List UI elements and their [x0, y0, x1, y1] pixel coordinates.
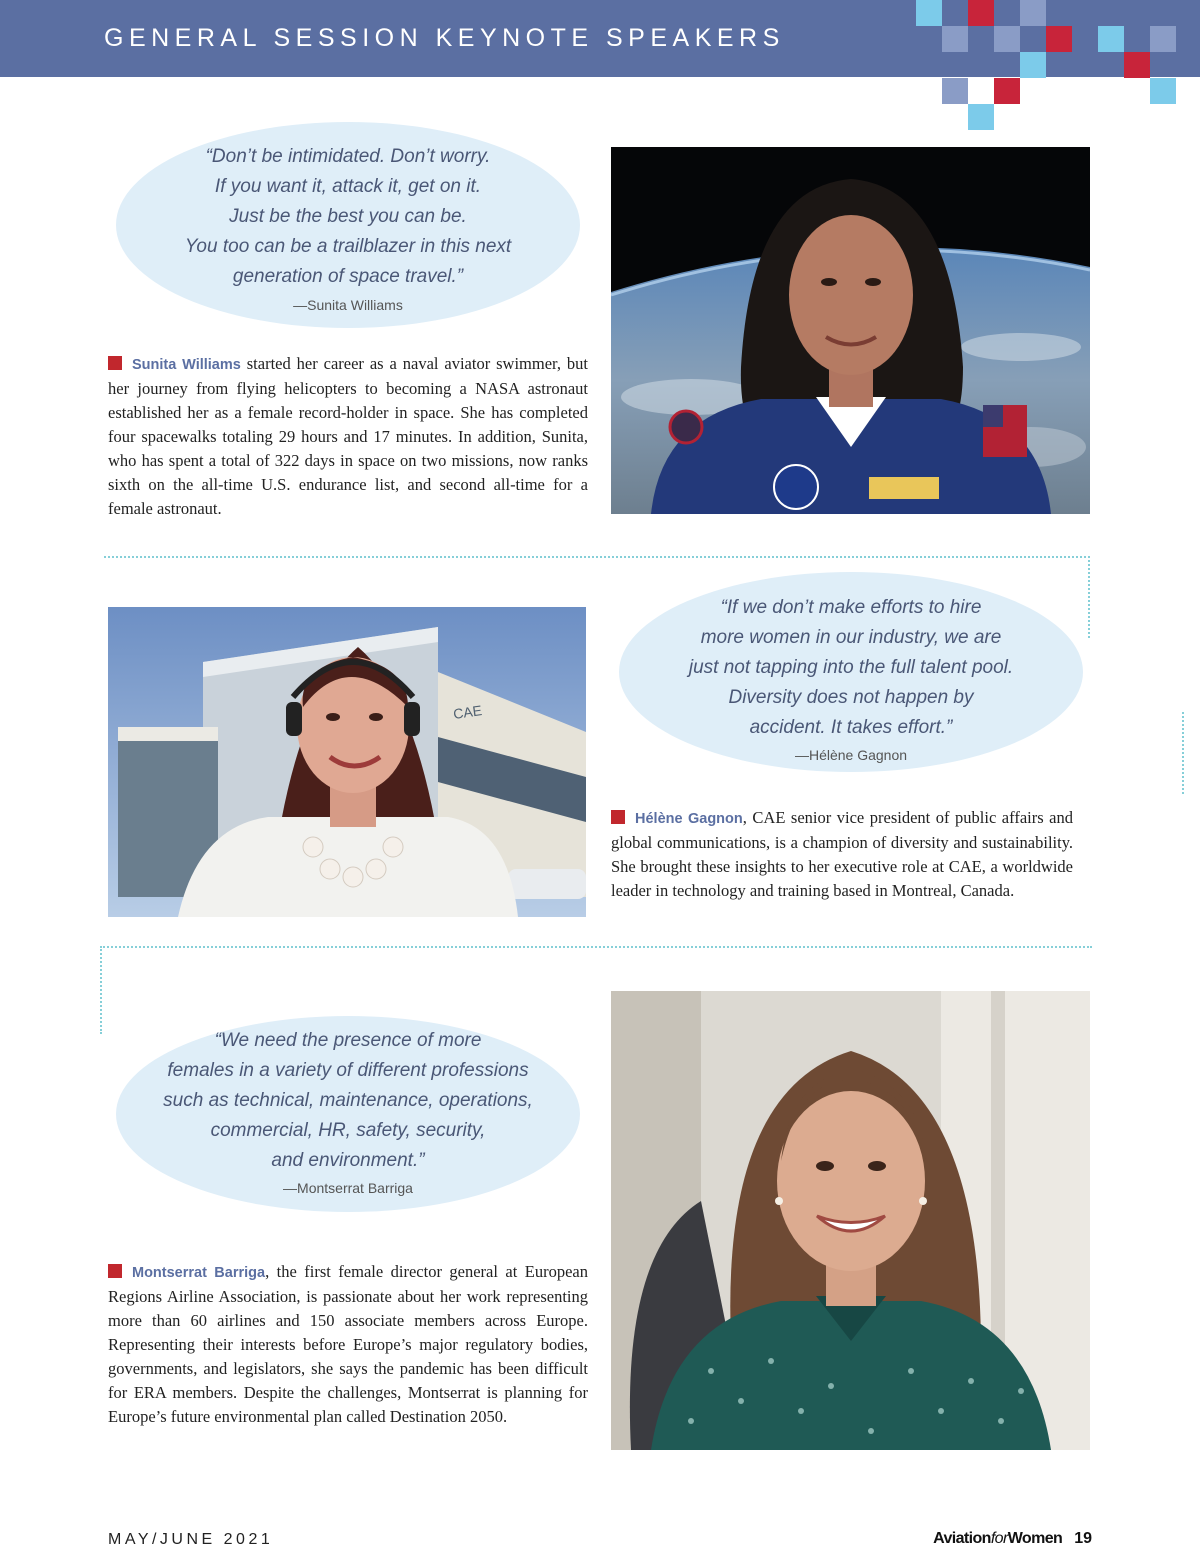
page-number: 19	[1074, 1530, 1092, 1547]
quote-line: just not tapping into the full talent pool.	[688, 657, 1014, 678]
quote-line: generation of space travel.”	[232, 266, 464, 287]
quote-line: If you want it, attack it, get on it.	[214, 176, 482, 197]
quote-line: Just be the best you can be.	[229, 206, 467, 227]
bio-text: , the first female director general at European Regions Airline Association, is passionate about her work representing more than 60 airlines and 150 associate members across Europe. Representing their interests before Europe’s major regulatory bodies, governments, and legislators, she says the pandemic has been difficult for ERA members. Despite the challenges, Montserrat is planning for Europe’s future environmental plan called Destination 2050.	[108, 1262, 588, 1426]
section-divider	[100, 946, 1092, 948]
quote-line: commercial, HR, safety, security,	[210, 1120, 486, 1141]
quote-line: females in a variety of different professions	[167, 1060, 529, 1081]
decor-square	[968, 0, 994, 26]
decor-square	[968, 104, 994, 130]
decor-square	[942, 78, 968, 104]
speaker-name: Sunita Williams	[132, 357, 241, 373]
speaker-photo	[611, 991, 1090, 1450]
bio-text: , CAE senior vice president of public affairs and global communications, is a champion of diversity and sustainability. She brought these insights to her executive role at CAE, a worldwide leader in technology and training based in Montreal, Canada.	[611, 808, 1073, 900]
section-divider-vertical	[1088, 556, 1090, 638]
quote-line: “We need the presence of more	[214, 1030, 482, 1051]
decor-square	[916, 0, 942, 26]
speaker-name: Montserrat Barriga	[132, 1265, 266, 1281]
quote-line: accident. It takes effort.”	[749, 717, 953, 738]
decor-square	[1150, 78, 1176, 104]
pull-quote	[116, 142, 580, 292]
magazine-name	[933, 1530, 1062, 1547]
speaker-photo	[611, 147, 1090, 514]
quote-line: “Don’t be intimidated. Don’t worry.	[205, 146, 491, 167]
decor-square	[1098, 26, 1124, 52]
quote-line: Diversity does not happen by	[728, 687, 974, 708]
footer-folio	[933, 1530, 1092, 1548]
quote-attribution: —Hélène Gagnon	[794, 747, 908, 763]
issue-date: MAY/JUNE 2021	[108, 1531, 274, 1548]
decor-square	[994, 26, 1020, 52]
quote-line: more women in our industry, we are	[700, 627, 1002, 648]
quote-attribution: —Montserrat Barriga	[283, 1180, 413, 1196]
magazine-name-part: for	[990, 1530, 1008, 1547]
speaker-photo	[108, 607, 586, 917]
speaker-bio	[611, 806, 1073, 903]
edge-divider	[1182, 712, 1184, 794]
decor-square	[994, 78, 1020, 104]
decor-square	[942, 26, 968, 52]
quote-attribution: —Sunita Williams	[293, 297, 403, 313]
building-sign: CAE	[452, 702, 483, 722]
decor-square	[1020, 0, 1046, 26]
decor-square	[1020, 52, 1046, 78]
pull-quote	[619, 593, 1083, 743]
bullet-square	[108, 356, 122, 370]
quote-line: and environment.”	[271, 1150, 425, 1171]
speaker-name: Hélène Gagnon	[635, 811, 743, 827]
section-divider	[104, 556, 1090, 558]
bullet-square	[108, 1264, 122, 1278]
pull-quote	[116, 1026, 580, 1176]
speaker-bio	[108, 1260, 588, 1429]
decor-square	[1046, 26, 1072, 52]
quote-line: You too can be a trailblazer in this next	[184, 236, 512, 257]
magazine-name-part: Aviation	[933, 1530, 991, 1547]
magazine-name-part: Women	[1007, 1530, 1063, 1547]
quote-line: “If we don’t make efforts to hire	[720, 597, 982, 618]
quote-line: such as technical, maintenance, operations,	[163, 1090, 533, 1111]
decor-square	[1124, 52, 1150, 78]
section-divider-vertical	[100, 946, 102, 1034]
bullet-square	[611, 810, 625, 824]
bio-text: started her career as a naval aviator swimmer, but her journey from flying helicopters to becoming a NASA astronaut established her as a female record-holder in space. She has completed four spacewalks totaling 29 hours and 17 minutes. In addition, Sunita, who has spent a total of 322 days in space on two missions, now ranks sixth on the all-time U.S. endurance list, and second all-time for a female astronaut.	[108, 354, 588, 518]
section-title: GENERAL SESSION KEYNOTE SPEAKERS	[104, 24, 785, 52]
decor-square	[1150, 26, 1176, 52]
speaker-bio	[108, 352, 588, 521]
